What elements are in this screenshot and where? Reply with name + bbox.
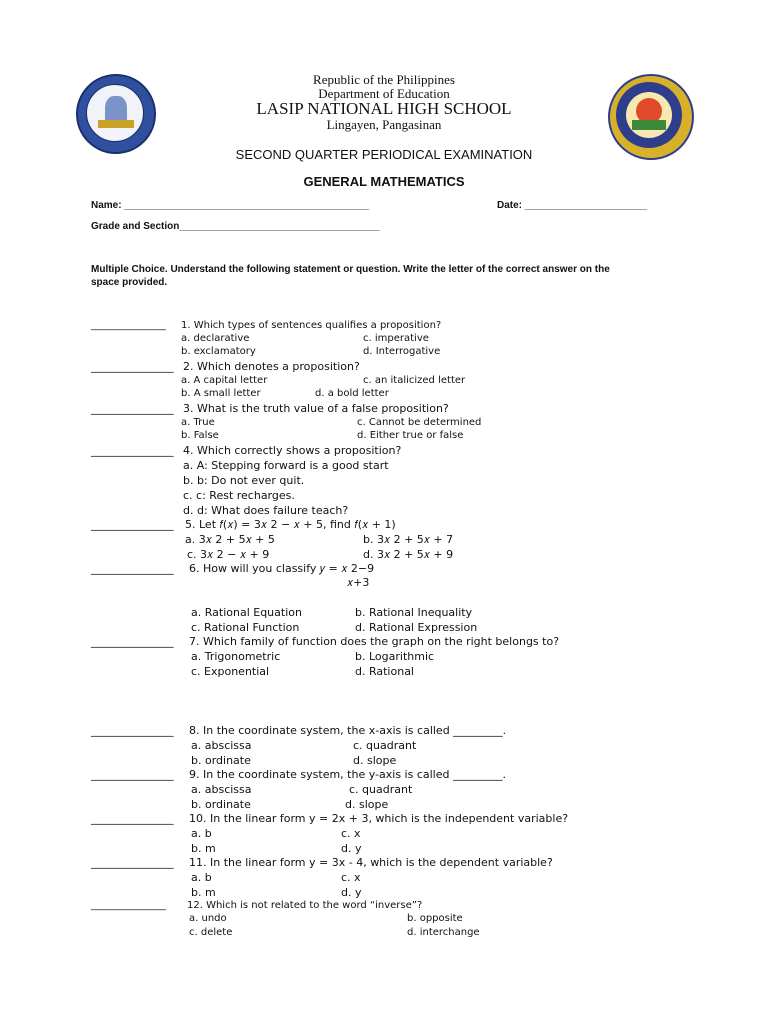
answer-blank[interactable]: _______________: [91, 812, 174, 825]
answer-blank[interactable]: _______________: [91, 900, 166, 911]
q6-option-c: c. Rational Function: [191, 621, 300, 634]
q2-option-b: b. A small letter: [181, 388, 261, 399]
q10-option-b: b. m: [191, 842, 216, 855]
q8-option-d: d. slope: [353, 754, 397, 767]
q1-option-d: d. Interrogative: [363, 346, 441, 357]
name-field[interactable]: Name: ____________________________________________: [91, 200, 370, 211]
answer-blank[interactable]: _______________: [91, 635, 174, 648]
q7-option-b: b. Logarithmic: [355, 650, 435, 663]
q7-option-c: c. Exponential: [191, 665, 270, 678]
school-name: LASIP NATIONAL HIGH SCHOOL: [256, 99, 512, 118]
q11-option-b: b. m: [191, 886, 216, 899]
question-12: 12. Which is not related to the word “inverse”?: [187, 900, 423, 911]
q6-option-a: a. Rational Equation: [191, 606, 302, 619]
q6-option-b: b. Rational Inequality: [355, 606, 473, 619]
subject-title: GENERAL MATHEMATICS: [303, 174, 465, 189]
question-6: 6. How will you classify 𝑦 = 𝑥 2−9: [189, 562, 375, 575]
question-5: 5. Let 𝑓(𝑥) = 3𝑥 2 − 𝑥 + 5, find 𝑓(𝑥 + 1): [185, 518, 396, 531]
answer-blank[interactable]: _______________: [91, 320, 166, 331]
date-field[interactable]: Date: ______________________: [497, 200, 648, 211]
q6-denominator: 𝑥+3: [347, 576, 370, 589]
q4-option-c: c. c: Rest recharges.: [183, 489, 295, 502]
answer-blank[interactable]: _______________: [91, 518, 174, 531]
q2-option-c: c. an italicized letter: [363, 375, 466, 386]
grade-section-field[interactable]: Grade and Section____________________________________: [91, 221, 380, 232]
q6-option-d: d. Rational Expression: [355, 621, 478, 634]
q1-option-a: a. declarative: [181, 333, 250, 344]
question-3: 3. What is the truth value of a false proposition?: [183, 402, 449, 415]
q1-option-b: b. exclamatory: [181, 346, 256, 357]
q3-option-c: c. Cannot be determined: [357, 417, 482, 428]
q11-option-a: a. b: [191, 871, 212, 884]
q3-option-d: d. Either true or false: [357, 430, 464, 441]
q4-option-d: d. d: What does failure teach?: [183, 504, 349, 517]
q4-option-a: a. A: Stepping forward is a good start: [183, 459, 389, 472]
question-9: 9. In the coordinate system, the y-axis is called _________.: [189, 768, 506, 781]
q5-option-d: d. 3𝑥 2 + 5𝑥 + 9: [363, 548, 454, 561]
answer-blank[interactable]: _______________: [91, 768, 174, 781]
q9-option-c: c. quadrant: [349, 783, 413, 796]
question-7: 7. Which family of function does the graph on the right belongs to?: [189, 635, 560, 648]
answer-blank[interactable]: _______________: [91, 724, 174, 737]
q10-option-c: c. x: [341, 827, 361, 840]
q12-option-d: d. interchange: [407, 927, 480, 938]
q11-option-c: c. x: [341, 871, 361, 884]
question-4: 4. Which correctly shows a proposition?: [183, 444, 402, 457]
question-10: 10. In the linear form y = 2x + 3, which is the independent variable?: [189, 812, 569, 825]
q12-option-c: c. delete: [189, 927, 233, 938]
q5-option-b: b. 3𝑥 2 + 5𝑥 + 7: [363, 533, 454, 546]
answer-blank[interactable]: _______________: [91, 360, 174, 373]
question-2: 2. Which denotes a proposition?: [183, 360, 360, 373]
republic-line: Republic of the Philippines: [313, 72, 455, 87]
q3-option-a: a. True: [181, 417, 215, 428]
department-line: Department of Education: [318, 86, 450, 101]
q8-option-c: c. quadrant: [353, 739, 417, 752]
answer-blank[interactable]: _______________: [91, 856, 174, 869]
q9-option-d: d. slope: [345, 798, 389, 811]
answer-blank[interactable]: _______________: [91, 562, 174, 575]
q5-option-c: c. 3𝑥 2 − 𝑥 + 9: [187, 548, 270, 561]
q2-option-d: d. a bold letter: [315, 388, 389, 399]
q9-option-a: a. abscissa: [191, 783, 252, 796]
q10-option-d: d. y: [341, 842, 362, 855]
q8-option-a: a. abscissa: [191, 739, 252, 752]
q7-option-d: d. Rational: [355, 665, 414, 678]
q1-option-c: c. imperative: [363, 333, 429, 344]
q8-option-b: b. ordinate: [191, 754, 251, 767]
answer-blank[interactable]: _______________: [91, 444, 174, 457]
instructions-line-2: space provided.: [91, 277, 168, 288]
q9-option-b: b. ordinate: [191, 798, 251, 811]
q12-option-a: a. undo: [189, 913, 227, 924]
instructions-line-1: Multiple Choice. Understand the following statement or question. Write the letter of the correct answer on the: [91, 264, 610, 275]
q10-option-a: a. b: [191, 827, 212, 840]
q7-option-a: a. Trigonometric: [191, 650, 281, 663]
q2-option-a: a. A capital letter: [181, 375, 268, 386]
q11-option-d: d. y: [341, 886, 362, 899]
q3-option-b: b. False: [181, 430, 219, 441]
q5-option-a: a. 3𝑥 2 + 5𝑥 + 5: [185, 533, 275, 546]
question-8: 8. In the coordinate system, the x-axis is called _________.: [189, 724, 507, 737]
exam-title: SECOND QUARTER PERIODICAL EXAMINATION: [235, 147, 533, 162]
answer-blank[interactable]: _______________: [91, 402, 174, 415]
question-11: 11. In the linear form y = 3x - 4, which is the dependent variable?: [189, 856, 553, 869]
q4-option-b: b. b: Do not ever quit.: [183, 474, 305, 487]
school-location: Lingayen, Pangasinan: [326, 117, 442, 132]
q12-option-b: b. opposite: [407, 913, 463, 924]
question-1: 1. Which types of sentences qualifies a proposition?: [181, 320, 442, 331]
